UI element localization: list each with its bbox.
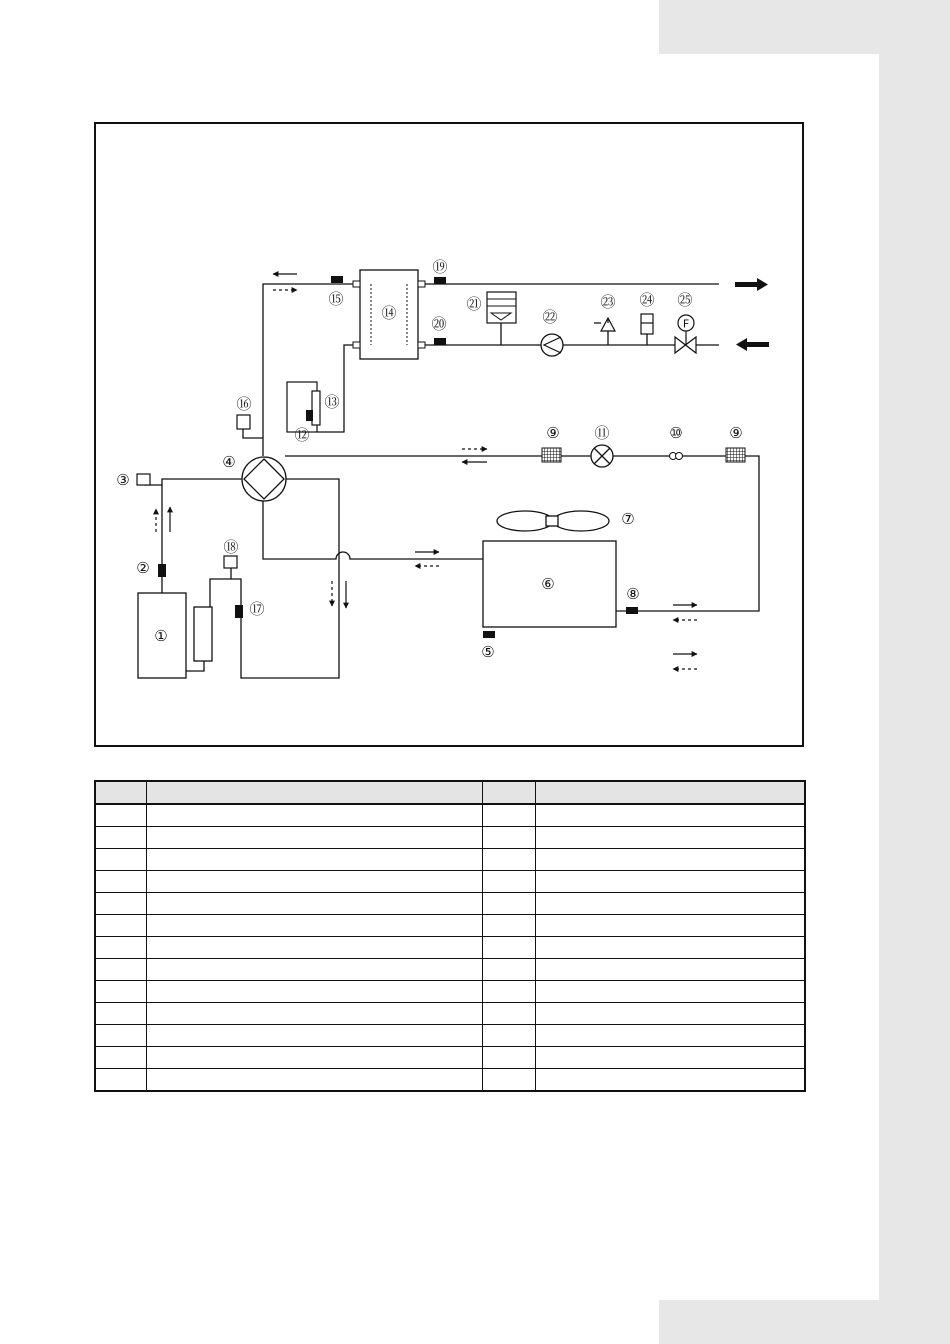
legend-header-name-2 (535, 781, 805, 804)
legend-body (95, 804, 805, 1091)
table-cell (146, 871, 482, 893)
label-1: ① (154, 627, 168, 645)
flow-switch (675, 315, 696, 353)
table-cell (146, 849, 482, 871)
legend-header-name-1 (146, 781, 482, 804)
table-cell (535, 981, 805, 1003)
table-row (95, 981, 805, 1003)
table-cell (535, 959, 805, 981)
table-cell (95, 959, 146, 981)
table-cell (95, 849, 146, 871)
capillary-tube (670, 453, 683, 460)
table-cell (146, 959, 482, 981)
table-cell (482, 915, 535, 937)
label-16: ⑯ (236, 395, 252, 413)
filter-9-left (542, 448, 561, 462)
label-13: ⑬ (324, 393, 340, 411)
table-cell (535, 1069, 805, 1092)
table-cell (535, 1003, 805, 1025)
accumulator (194, 607, 212, 661)
table-cell (95, 1025, 146, 1047)
table-cell (482, 849, 535, 871)
label-22: ㉒ (542, 308, 558, 326)
table-cell (482, 1069, 535, 1092)
table-cell (535, 804, 805, 827)
table-cell (95, 1003, 146, 1025)
four-way-valve (242, 457, 286, 501)
table-row (95, 871, 805, 893)
table-cell (146, 893, 482, 915)
table-row (95, 893, 805, 915)
filter-9-right (726, 448, 745, 462)
table-cell (482, 1025, 535, 1047)
label-25: ㉕ (677, 291, 693, 309)
expansion-tank (487, 292, 516, 323)
table-cell (146, 1025, 482, 1047)
table-cell (95, 915, 146, 937)
table-cell (95, 893, 146, 915)
label-17: ⑰ (249, 600, 265, 618)
refrigerant-pipes (144, 284, 759, 678)
table-cell (146, 1047, 482, 1069)
table-cell (535, 871, 805, 893)
label-19: ⑲ (432, 258, 448, 276)
table-row (95, 915, 805, 937)
table-cell (95, 937, 146, 959)
pressure-switch-3 (137, 474, 150, 485)
table-cell (95, 827, 146, 849)
label-11: ⑪ (594, 424, 610, 442)
label-8: ⑧ (626, 585, 640, 603)
label-23: ㉓ (600, 293, 616, 311)
water-pump (541, 334, 563, 356)
water-inlet-arrow (736, 338, 769, 351)
label-20: ⑳ (431, 315, 447, 333)
heater-box (287, 382, 320, 432)
label-4: ④ (222, 453, 236, 471)
label-3: ③ (116, 471, 130, 489)
refrigerant-circuit-diagram (94, 122, 804, 747)
pressure-switch-16 (237, 415, 250, 429)
table-cell (146, 827, 482, 849)
expansion-valve (591, 445, 613, 467)
table-cell (95, 871, 146, 893)
table-row (95, 1003, 805, 1025)
table-cell (482, 1003, 535, 1025)
table-cell (482, 871, 535, 893)
table-cell (535, 849, 805, 871)
label-24: ㉔ (639, 291, 655, 309)
table-cell (482, 937, 535, 959)
label-7: ⑦ (621, 510, 635, 528)
component-legend-table (94, 780, 806, 1092)
page-corner-tab-top (659, 0, 950, 54)
legend-header-no-2 (482, 781, 535, 804)
table-row (95, 849, 805, 871)
table-cell (146, 981, 482, 1003)
label-9a: ⑨ (546, 424, 560, 442)
table-cell (535, 893, 805, 915)
label-15: ⑮ (328, 290, 344, 308)
label-6: ⑥ (541, 575, 555, 593)
table-cell (535, 1047, 805, 1069)
table-cell (146, 1069, 482, 1092)
table-cell (535, 827, 805, 849)
legend-header-row (95, 781, 805, 804)
table-row (95, 937, 805, 959)
table-cell (482, 959, 535, 981)
water-outlet-arrow (735, 278, 768, 291)
table-cell (95, 1047, 146, 1069)
label-9b: ⑨ (729, 424, 743, 442)
table-row (95, 1047, 805, 1069)
label-21: ㉑ (466, 295, 482, 313)
pressure-switch-18 (224, 556, 237, 568)
circuit-svg (96, 124, 802, 745)
table-cell (535, 915, 805, 937)
table-cell (535, 1025, 805, 1047)
label-14: ⑭ (381, 304, 397, 322)
table-cell (95, 1069, 146, 1092)
table-row (95, 827, 805, 849)
table-cell (482, 1047, 535, 1069)
table-row (95, 804, 805, 827)
table-cell (95, 981, 146, 1003)
table-cell (535, 937, 805, 959)
table-cell (95, 804, 146, 827)
table-row (95, 959, 805, 981)
table-cell (146, 915, 482, 937)
table-cell (482, 981, 535, 1003)
table-row (95, 1069, 805, 1092)
fan-icon (497, 511, 609, 531)
safety-valve (594, 318, 615, 331)
label-12: ⑫ (294, 426, 310, 444)
table-cell (146, 937, 482, 959)
label-2: ② (136, 559, 150, 577)
label-18: ⑱ (223, 538, 239, 556)
page-side-band (879, 54, 950, 1300)
label-5: ⑤ (481, 643, 495, 661)
air-purge-valve (641, 314, 653, 334)
label-10: ⑩ (669, 424, 683, 442)
table-cell (146, 1003, 482, 1025)
legend-header-no-1 (95, 781, 146, 804)
table-cell (146, 804, 482, 827)
table-row (95, 1025, 805, 1047)
table-cell (482, 893, 535, 915)
flow-switch-symbol: F (682, 317, 690, 331)
table-cell (482, 804, 535, 827)
page-corner-tab-bottom (659, 1300, 950, 1344)
table-cell (482, 827, 535, 849)
